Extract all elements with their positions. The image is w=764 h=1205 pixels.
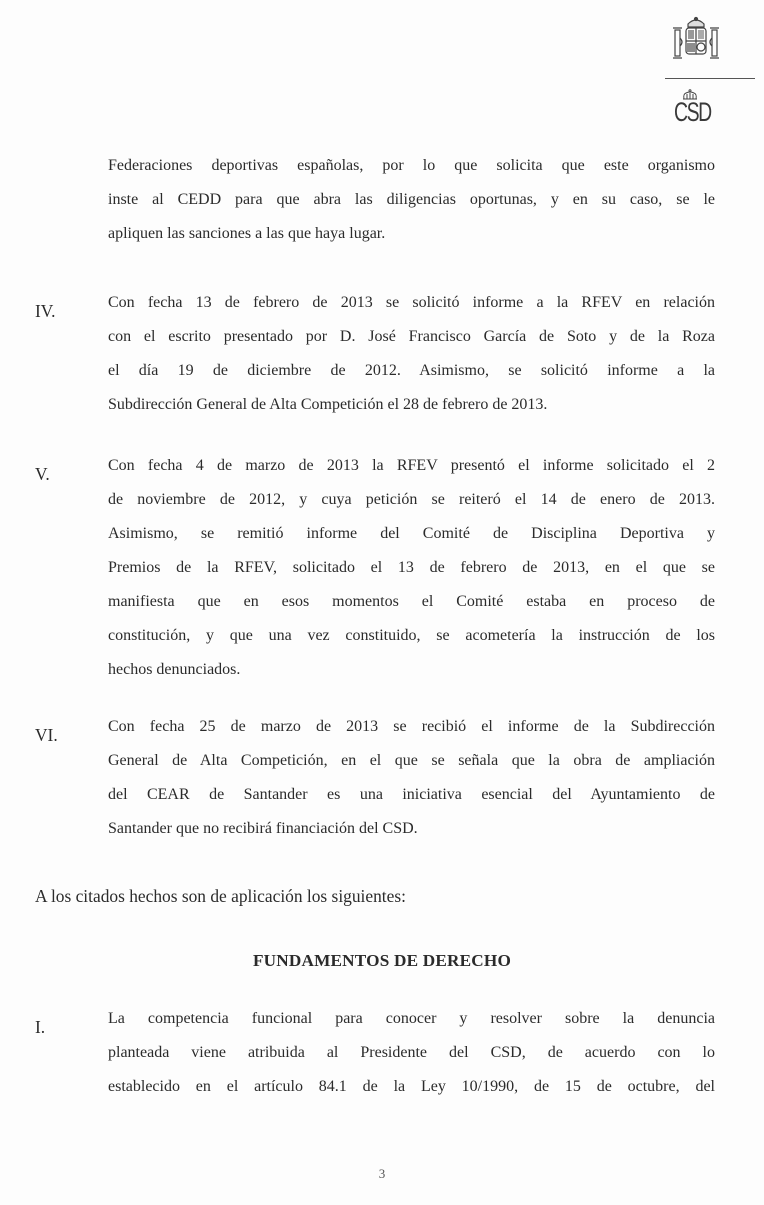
header-divider xyxy=(665,78,755,79)
text-line: Santander que no recibirá financiación del CSD. xyxy=(108,820,418,837)
text-line: del CEAR de Santander es una iniciativa esencial del Ayuntamiento de xyxy=(108,786,715,803)
section-heading: FUNDAMENTOS DE DERECHO xyxy=(252,951,512,970)
text-line: General de Alta Competición, en el que se señala que la obra de ampliación xyxy=(108,752,715,769)
paragraph-continuation xyxy=(108,157,715,259)
text-line: constitución, y que una vez constituido, se acometería la instrucción de los xyxy=(108,627,715,644)
paragraph-fundamento-i xyxy=(108,1010,715,1112)
text-line: con el escrito presentado por D. José Francisco García de Soto y de la Roza xyxy=(108,328,715,345)
text-line: establecido en el artículo 84.1 de la Ley 10/1990, de 15 de octubre, del xyxy=(108,1078,715,1095)
paragraph-item-vi xyxy=(108,718,715,854)
item-numeral-vi: VI. xyxy=(35,725,58,745)
text-line: Premios de la RFEV, solicitado el 13 de febrero de 2013, en el que se xyxy=(108,559,715,576)
text-line: inste al CEDD para que abra las diligencias oportunas, y en su caso, se le xyxy=(108,191,715,208)
intro-sentence: A los citados hechos son de aplicación los siguientes: xyxy=(35,886,406,906)
text-line: Con fecha 4 de marzo de 2013 la RFEV presentó el informe solicitado el 2 xyxy=(108,457,715,474)
text-line: manifiesta que en esos momentos el Comité estaba en proceso de xyxy=(108,593,715,610)
text-line: hechos denunciados. xyxy=(108,661,241,678)
page-number: 3 xyxy=(378,1166,386,1181)
text-line: La competencia funcional para conocer y resolver sobre la denuncia xyxy=(108,1010,715,1027)
coat-of-arms-icon xyxy=(668,14,724,70)
csd-logo: CSD xyxy=(674,97,711,127)
text-line: de noviembre de 2012, y cuya petición se reiteró el 14 de enero de 2013. xyxy=(108,491,715,508)
text-line: el día 19 de diciembre de 2012. Asimismo, se solicitó informe a la xyxy=(108,362,715,379)
text-line: Subdirección General de Alta Competición el 28 de febrero de 2013. xyxy=(108,396,548,413)
text-line: apliquen las sanciones a las que haya lugar. xyxy=(108,225,386,242)
paragraph-item-iv xyxy=(108,294,715,430)
text-line: Con fecha 25 de marzo de 2013 se recibió el informe de la Subdirección xyxy=(108,718,715,735)
text-line: Con fecha 13 de febrero de 2013 se solicitó informe a la RFEV en relación xyxy=(108,294,715,311)
text-line: planteada viene atribuida al Presidente del CSD, de acuerdo con lo xyxy=(108,1044,715,1061)
item-numeral-v: V. xyxy=(35,464,50,484)
text-line: Federaciones deportivas españolas, por lo que solicita que este organismo xyxy=(108,157,715,174)
text-line: Asimismo, se remitió informe del Comité de Disciplina Deportiva y xyxy=(108,525,715,542)
fundamento-numeral-i: I. xyxy=(35,1017,46,1037)
paragraph-item-v xyxy=(108,457,715,695)
item-numeral-iv: IV. xyxy=(35,301,56,321)
